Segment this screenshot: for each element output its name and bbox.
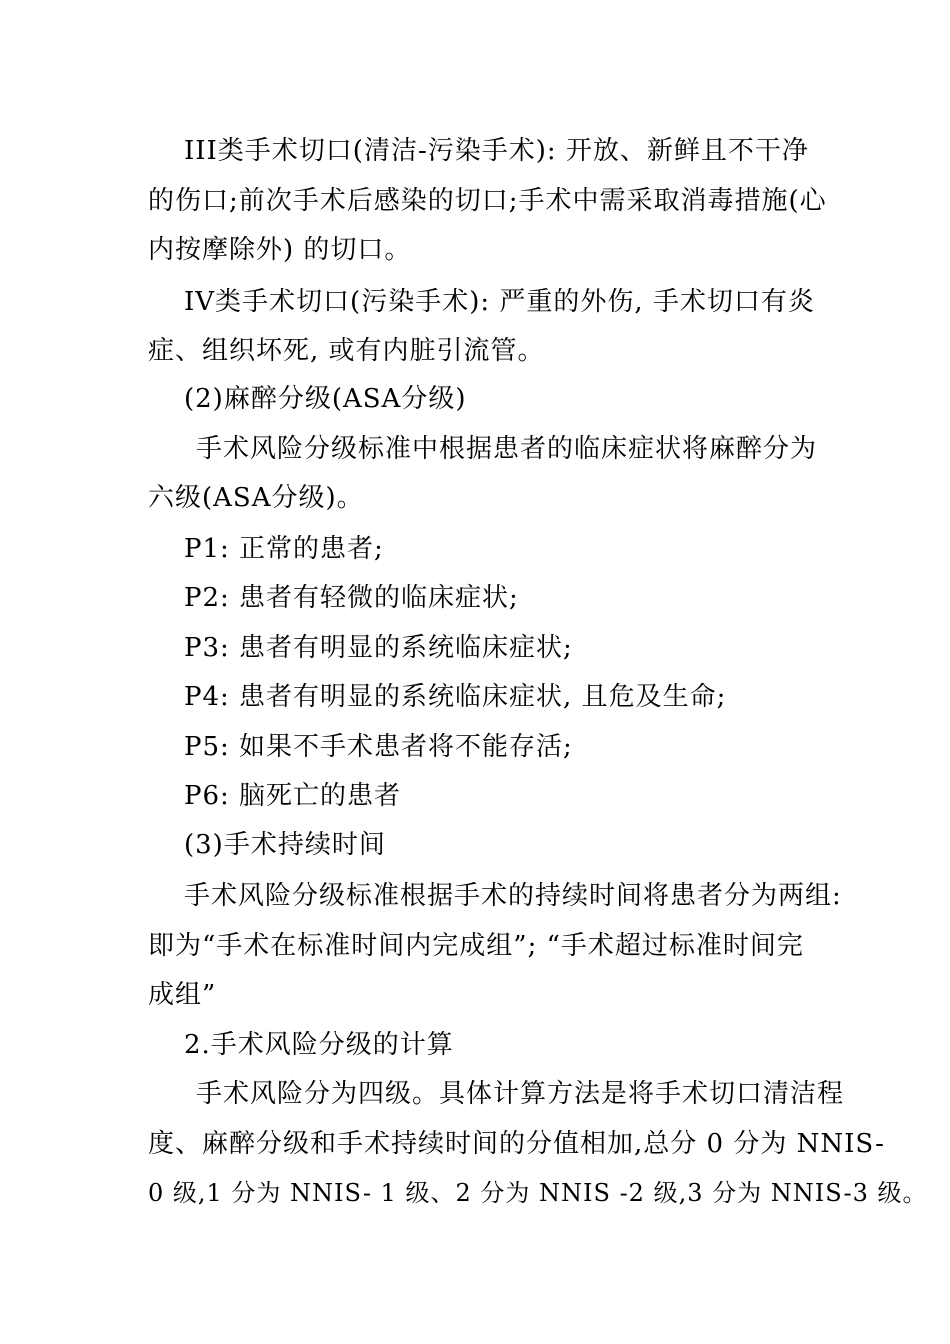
list-item: P2: 患者有轻微的临床症状; <box>184 583 519 613</box>
text-line: 即为“手术在标准时间内完成组”; “手术超过标准时间完 <box>148 931 804 961</box>
text-line: 六级(ASA分级)。 <box>148 483 364 513</box>
text-line: 手术风险分为四级。具体计算方法是将手术切口清洁程 <box>196 1079 845 1109</box>
text-line: 度、麻醉分级和手术持续时间的分值相加,总分 0 分为 NNIS- <box>148 1129 885 1159</box>
text-line: 成组” <box>148 980 217 1010</box>
text-line: 内按摩除外) 的切口。 <box>148 235 412 265</box>
section-heading: 2.手术风险分级的计算 <box>184 1030 454 1060</box>
text-line: III类手术切口(清洁-污染手术): 开放、新鲜且不干净 <box>184 136 809 166</box>
section-heading: (2)麻醉分级(ASA分级) <box>184 384 467 414</box>
list-item: P1: 正常的患者; <box>184 534 384 564</box>
section-heading: (3)手术持续时间 <box>184 830 386 860</box>
text-line: 0 级,1 分为 NNIS- 1 级、2 分为 NNIS -2 级,3 分为 NNIS-3 级。 <box>148 1179 928 1207</box>
text-line: 的伤口;前次手术后感染的切口;手术中需采取消毒措施(心 <box>148 186 827 216</box>
text-line: IV类手术切口(污染手术): 严重的外伤, 手术切口有炎 <box>184 287 815 317</box>
text-line: 手术风险分级标准根据手术的持续时间将患者分为两组: <box>184 881 842 911</box>
list-item: P3: 患者有明显的系统临床症状; <box>184 633 573 663</box>
list-item: P5: 如果不手术患者将不能存活; <box>184 732 573 762</box>
list-item: P6: 脑死亡的患者 <box>184 781 402 811</box>
list-item: P4: 患者有明显的系统临床症状, 且危及生命; <box>184 682 727 712</box>
text-line: 症、组织坏死, 或有内脏引流管。 <box>148 336 545 366</box>
text-line: 手术风险分级标准中根据患者的临床症状将麻醉分为 <box>196 434 818 464</box>
